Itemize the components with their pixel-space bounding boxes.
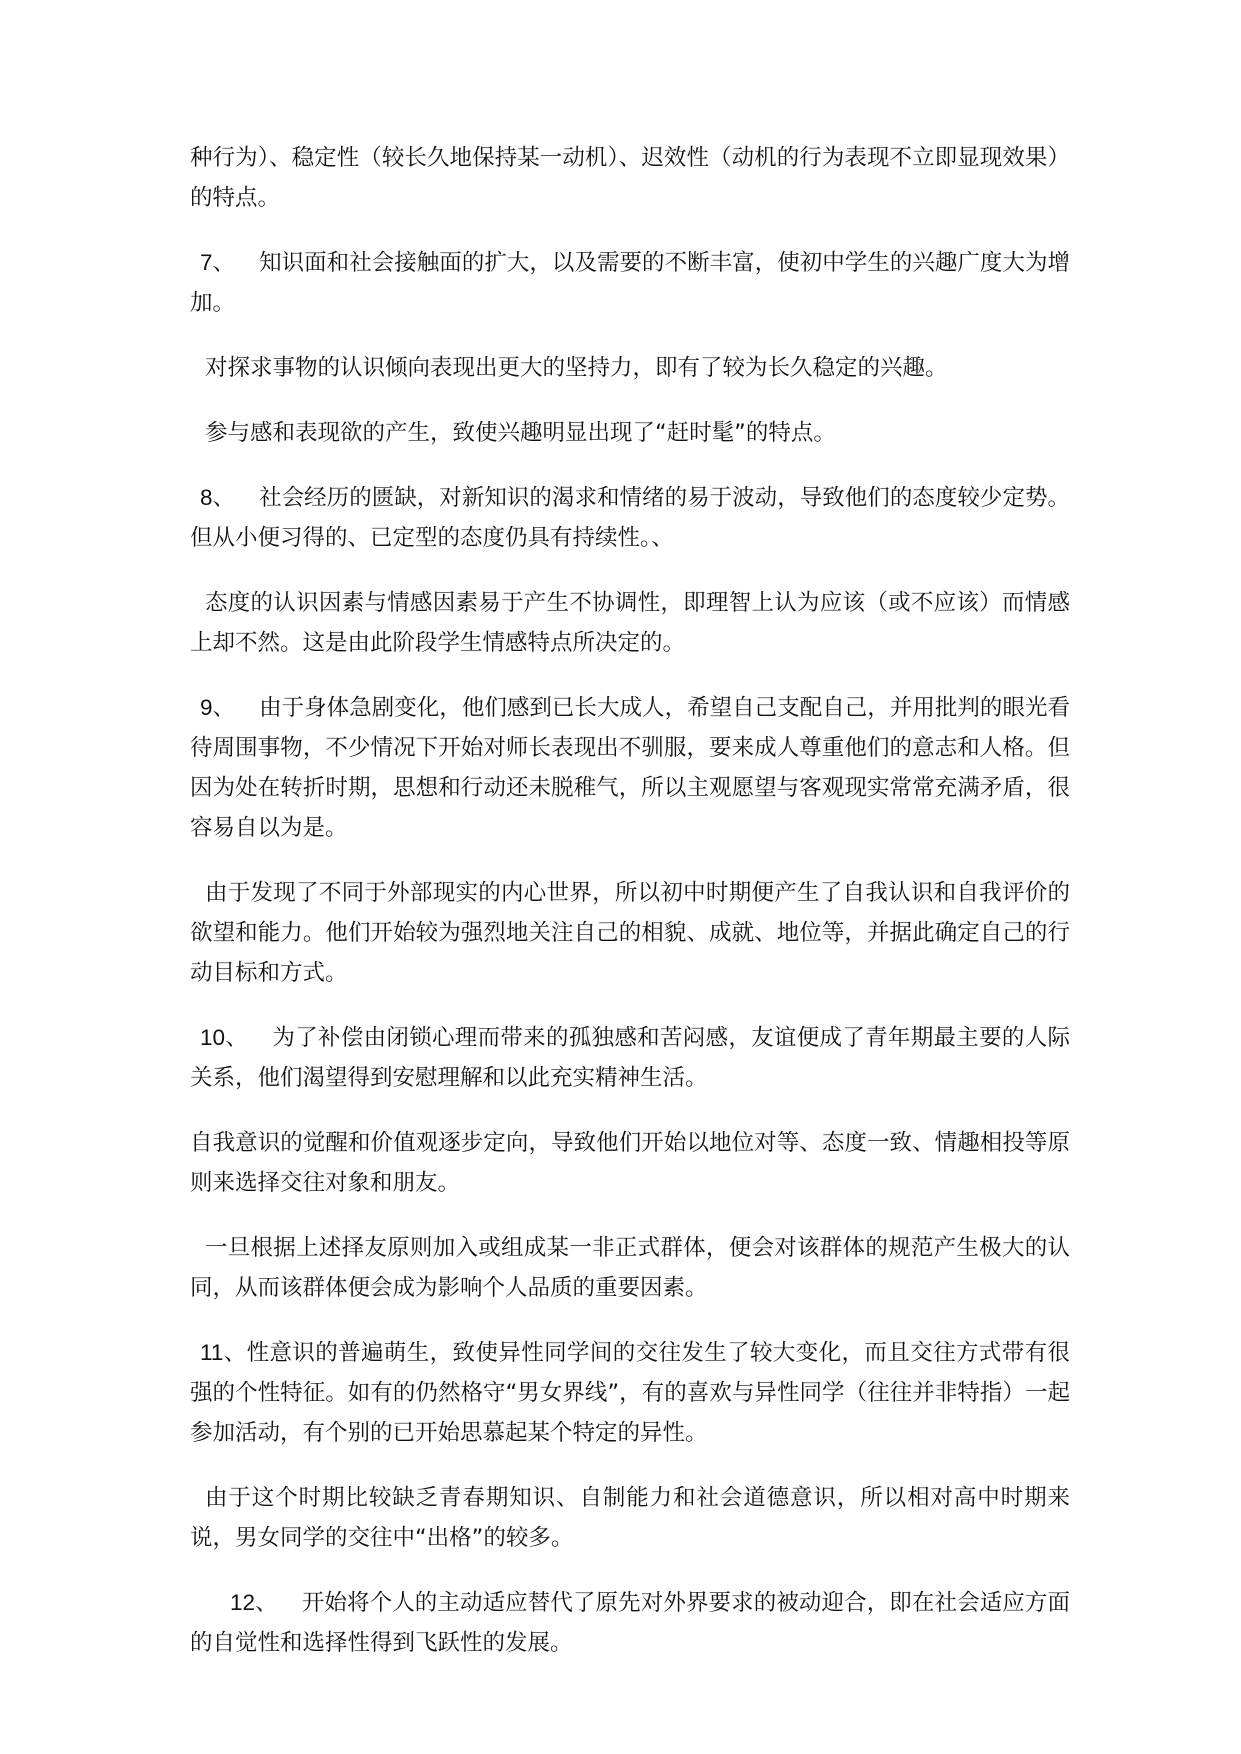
paragraph-text: 由于发现了不同于外部现实的内心世界，所以初中时期便产生了自我认识和自我评价的欲望和能力。他们开始较为强烈地关注自己的相貌、成就、地位等，并据此确定自己的行动目标和方式。 [190, 880, 1070, 986]
paragraph-item-12 [190, 1583, 1070, 1663]
document-page [190, 138, 1070, 1688]
paragraph-item-7 [190, 243, 1070, 323]
paragraph [190, 348, 1070, 388]
paragraph-text: 参与感和表现欲的产生，致使兴趣明显出现了“赶时髦”的特点。 [205, 420, 836, 446]
paragraph-text: 知识面和社会接触面的扩大，以及需要的不断丰富，使初中学生的兴趣广度大为增加。 [190, 250, 1070, 316]
paragraph [190, 1228, 1070, 1308]
paragraph-text: 对探求事物的认识倾向表现出更大的坚持力，即有了较为长久稳定的兴趣。 [205, 355, 948, 381]
paragraph [190, 583, 1070, 663]
paragraph-item-8 [190, 478, 1070, 558]
item-number: 10、 [200, 1025, 249, 1050]
item-number: 7、 [200, 250, 236, 275]
paragraph-text: 社会经历的匮缺，对新知识的渴求和情绪的易于波动，导致他们的态度较少定势。但从小便习得的、已定型的态度仍具有持续性。、 [190, 485, 1070, 551]
paragraph-item-10 [190, 1018, 1070, 1098]
item-number: 8、 [200, 485, 236, 510]
paragraph-text: 由于身体急剧变化，他们感到已长大成人，希望自己支配自己，并用批判的眼光看待周围事物，不少情况下开始对师长表现出不驯服，要来成人尊重他们的意志和人格。但因为处在转折时期，思想和行动还未脱稚气，所以主观愿望与客观现实常常充满矛盾，很容易自以为是。 [190, 695, 1070, 841]
paragraph [190, 873, 1070, 993]
paragraph-item-9 [190, 688, 1070, 848]
paragraph-text: 性意识的普遍萌生，致使异性同学间的交往发生了较大变化，而且交往方式带有很强的个性特征。如有的仍然格守“男女界线”，有的喜欢与异性同学（往往并非特指）一起参加活动，有个别的已开始思慕起某个特定的异性。 [190, 1340, 1070, 1446]
paragraph [190, 1123, 1070, 1203]
paragraph-continuation [190, 138, 1070, 218]
paragraph-text: 态度的认识因素与情感因素易于产生不协调性，即理智上认为应该（或不应该）而情感上却不然。这是由此阶段学生情感特点所决定的。 [190, 590, 1070, 656]
paragraph-text: 由于这个时期比较缺乏青春期知识、自制能力和社会道德意识，所以相对高中时期来说，男女同学的交往中“出格”的较多。 [190, 1485, 1070, 1551]
item-number: 9、 [200, 695, 236, 720]
paragraph-text: 自我意识的觉醒和价值观逐步定向，导致他们开始以地位对等、态度一致、情趣相投等原则来选择交往对象和朋友。 [190, 1130, 1070, 1196]
paragraph-text: 开始将个人的主动适应替代了原先对外界要求的被动迎合，即在社会适应方面的自觉性和选择性得到飞跃性的发展。 [190, 1590, 1070, 1656]
item-number: 11、 [200, 1340, 247, 1365]
paragraph-text: 一旦根据上述择友原则加入或组成某一非正式群体，便会对该群体的规范产生极大的认同，从而该群体便会成为影响个人品质的重要因素。 [190, 1235, 1070, 1301]
item-number: 12、 [230, 1590, 278, 1615]
paragraph [190, 1478, 1070, 1558]
paragraph-text: 种行为）、稳定性（较长久地保持某一动机）、迟效性（动机的行为表现不立即显现效果）的特点。 [190, 145, 1070, 211]
paragraph-text: 为了补偿由闭锁心理而带来的孤独感和苦闷感，友谊便成了青年期最主要的人际关系，他们渴望得到安慰理解和以此充实精神生活。 [190, 1025, 1070, 1091]
paragraph-item-11 [190, 1333, 1070, 1453]
paragraph [190, 413, 1070, 453]
